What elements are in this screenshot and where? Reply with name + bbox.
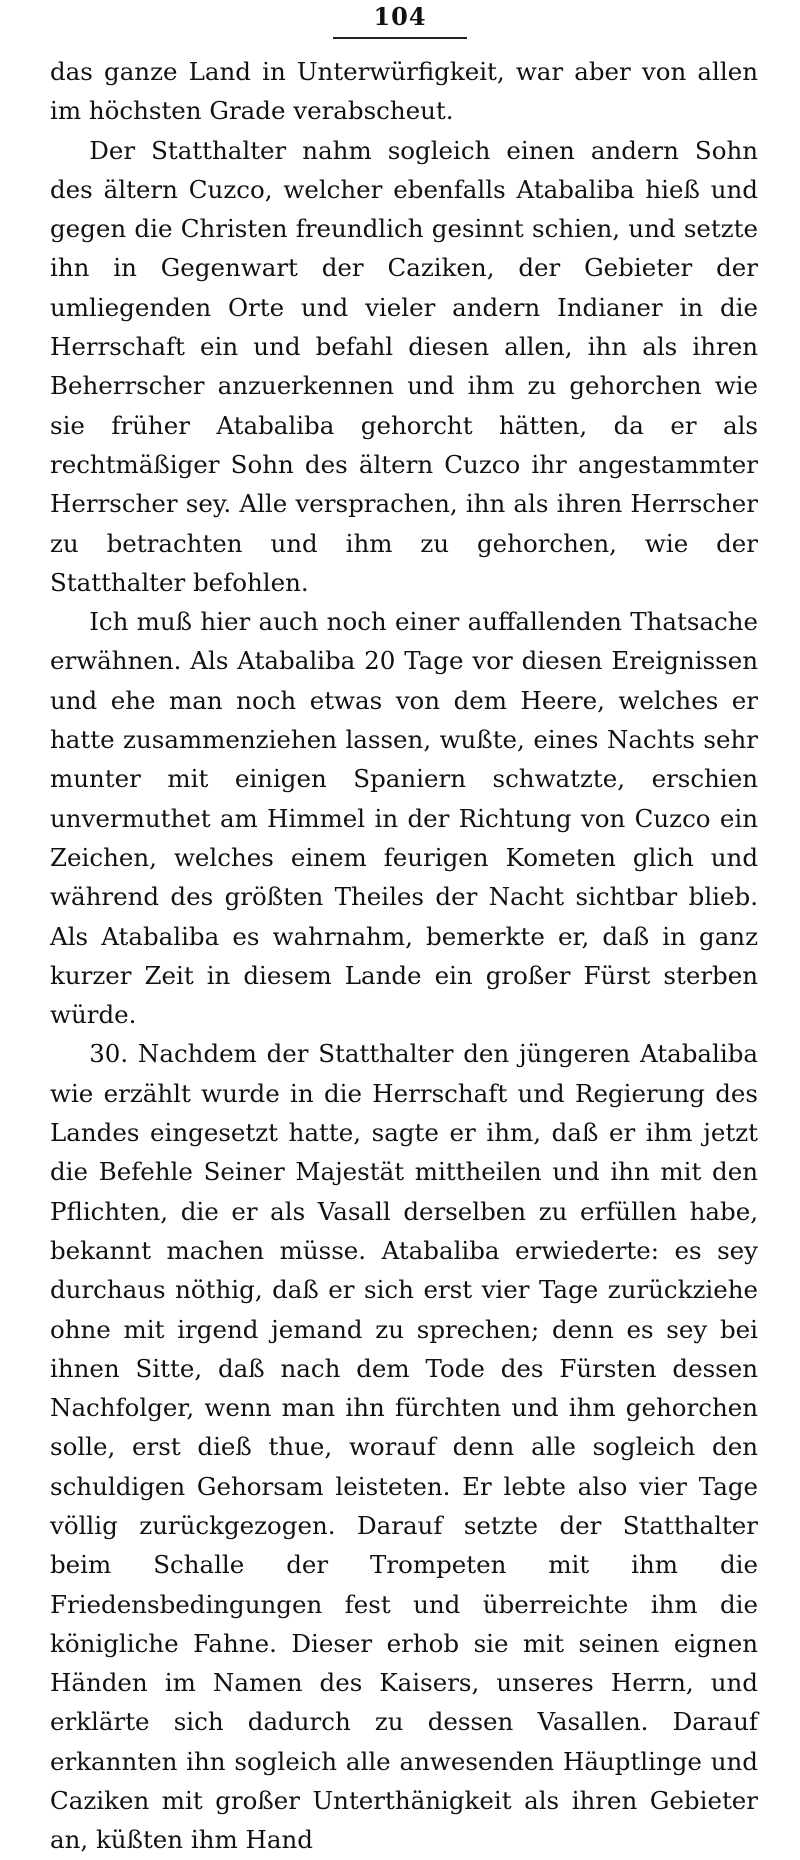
paragraph-continuation: das ganze Land in Unterwürfigkeit, war aber von allen im höchsten Grade verabscheut.: [50, 57, 758, 126]
paragraph-statthalter: Der Statthalter nahm sogleich einen andern Sohn des ältern Cuzco, welcher ebenfalls Atabaliba hieß und gegen die Christen freundlich gesinnt schien, und setzte ihn in Gegenwart der Caziken, der Gebieter der umliegenden Orte und vieler andern Indianer in die Herrschaft ein und befahl diesen allen, ihn als ihren Beherrscher anzuerkennen und ihm zu gehorchen wie sie früher Atabaliba gehorcht hätten, da er als rechtmäßiger Sohn des ältern Cuzco ihr angestammter Herrscher sey. Alle versprachen, ihn als ihren Herrscher zu betrachten und ihm zu gehorchen, wie der Statthalter befohlen.: [50, 135, 758, 597]
body-text: [50, 52, 758, 1860]
paragraph-section-30: 30. Nachdem der Statthalter den jüngeren Atabaliba wie erzählt wurde in die Herrschaft und Regierung des Landes eingesetzt hatte, sagte er ihm, daß er ihm jetzt die Befehle Seiner Majestät mittheilen und ihn mit den Pflichten, die er als Vasall derselben zu erfüllen habe, bekannt machen müsse. Atabaliba erwiederte: es sey durchaus nöthig, daß er sich erst vier Tage zurückziehe ohne mit irgend jemand zu sprechen; denn es sey bei ihnen Sitte, daß nach dem Tode des Fürsten dessen Nachfolger, wenn man ihn fürchten und ihm gehorchen solle, erst dieß thue, worauf denn alle sogleich den schuldigen Gehorsam leisteten. Er lebte also vier Tage völlig zurückgezogen. Darauf setzte der Statthalter beim Schalle der Trompeten mit ihm die Friedensbedingungen fest und überreichte ihm die königliche Fahne. Dieser erhob sie mit seinen eignen Händen im Namen des Kaisers, unseres Herrn, und erklärte sich dadurch zu dessen Vasallen. Darauf erkannten ihn sogleich alle anwesenden Häuptlinge und Caziken mit großer Unterthänigkeit als ihren Gebieter an, küßten ihm Hand: [50, 1039, 758, 1855]
page-number: 104: [373, 2, 427, 31]
paragraph-komet: Ich muß hier auch noch einer auffallenden Thatsache erwähnen. Als Atabaliba 20 Tage vor diesen Ereignissen und ehe man noch etwas von dem Heere, welches er hatte zusammenziehen lassen, wußte, eines Nachts sehr munter mit einigen Spaniern schwatzte, erschien unvermuthet am Himmel in der Richtung von Cuzco ein Zeichen, welches einem feurigen Kometen glich und während des größten Theiles der Nacht sichtbar blieb. Als Atabaliba es wahrnahm, bemerkte er, daß in ganz kurzer Zeit in diesem Lande ein großer Fürst sterben würde.: [50, 607, 758, 1030]
header-rule: [333, 37, 467, 39]
